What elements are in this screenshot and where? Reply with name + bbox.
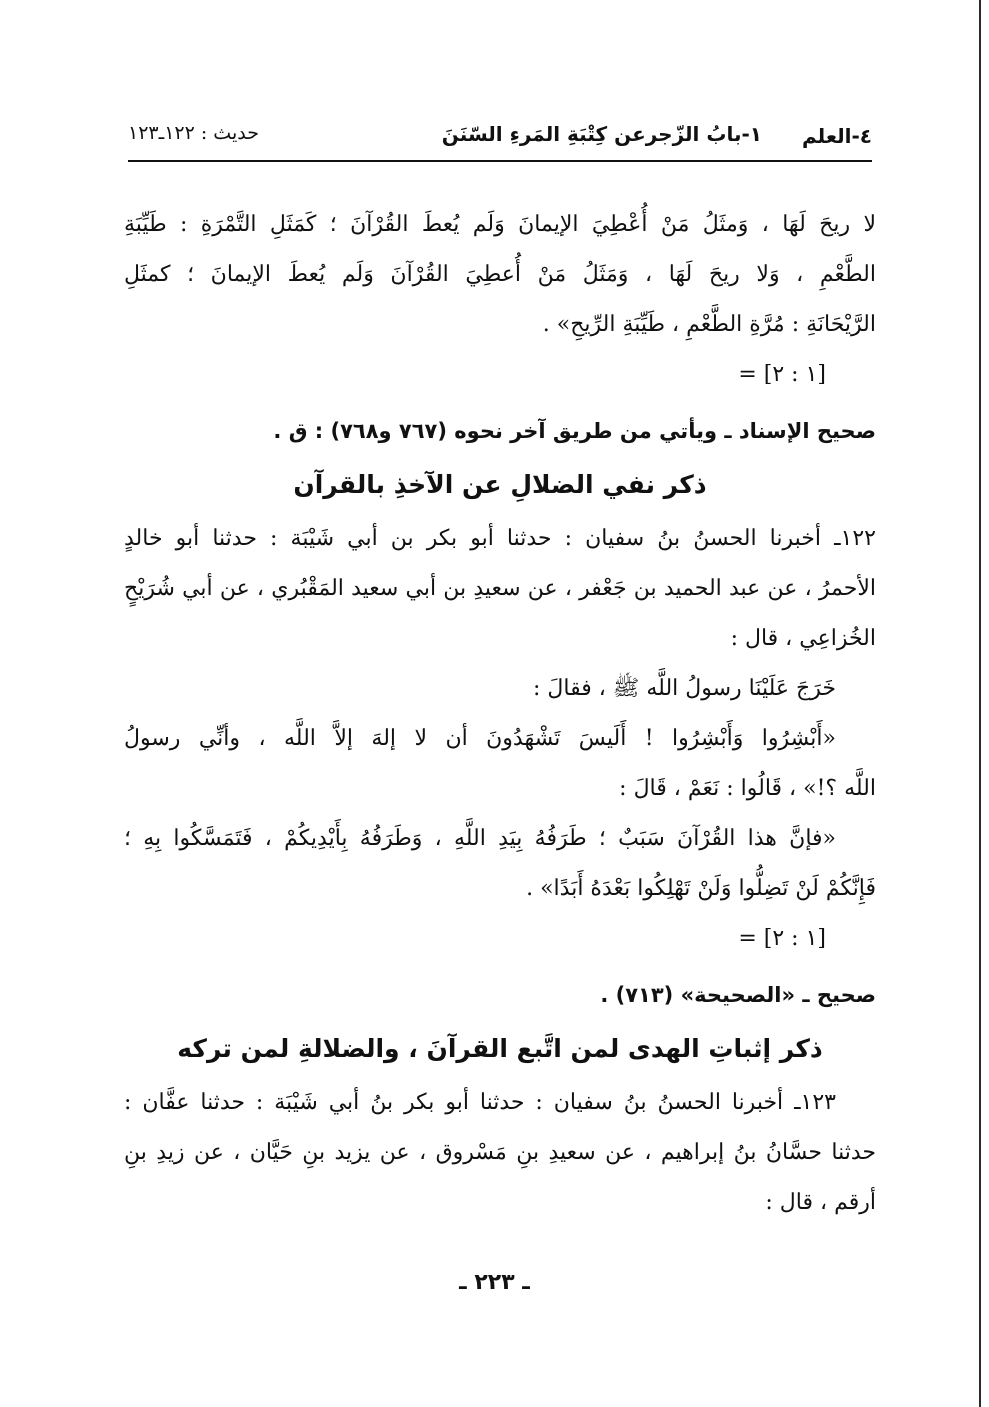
hadith-line: «فإنَّ هذا القُرْآنَ سَبَبٌ ؛ طَرَفُهُ بِيَدِ اللَّهِ ، وَطَرَفُهُ بِأَيْدِيكُمْ ، فَتَمَسَّكُوا بِهِ ؛: [124, 826, 836, 851]
text-line: الرَّيْحَانَةِ : مُرَّةِ الطَّعْمِ ، طَيِّبَةِ الرِّيحِ» .: [542, 312, 876, 337]
hadith-line: ١٢٢ـ أخبرنا الحسنُ بنُ سفيان : حدثنا أبو بكر بن أبي شَيْبَة : حدثنا أبو خالدٍ: [124, 526, 876, 551]
hadith-line: خَرَجَ عَلَيْنَا رسولُ اللَّه ﷺ ، فقالَ :: [532, 676, 836, 701]
section-heading: ذكر إثباتِ الهدى لمن اتَّبع القرآنَ ، والضلالةِ لمن تركه: [177, 1034, 823, 1063]
bab-title: ١-بابُ الزّجرعن كِتْبَةِ المَرءِ السّنَنَ: [441, 122, 762, 146]
hadith-line: فَإِنَّكُمْ لَنْ تَضِلُّوا وَلَنْ تَهْلِكُوا بَعْدَهُ أَبَدًا» .: [526, 876, 876, 901]
grading-note: صحيح ـ «الصحيحة» (٧١٣) .: [600, 983, 876, 1007]
running-header: [128, 118, 872, 158]
cross-reference: = [١ : ٢]: [738, 362, 826, 387]
chapter-title: ٤-العلم: [801, 124, 872, 148]
text-line: الطَّعْمِ ، وَلا ريحَ لَهَا ، وَمَثَلُ مَنْ أُعطِيَ القُرْآنَ وَلَم يُعطَ الإيمانَ ؛ كمثَلِ: [124, 262, 876, 287]
hadith-line: ١٢٣ـ أخبرنا الحسنُ بنُ سفيان : حدثنا أبو بكر بنُ أبي شَيْبَة : حدثنا عفَّان :: [124, 1090, 836, 1115]
hadith-range: حديث : ١٢٢ـ١٢٣: [128, 122, 259, 144]
section-heading: ذكر نفي الضلالِ عن الآخذِ بالقرآن: [293, 470, 707, 499]
hadith-line: الخُزاعِي ، قال :: [730, 626, 876, 651]
page-edge-shadow: [979, 0, 981, 1407]
hadith-line: أرقم ، قال :: [765, 1190, 876, 1215]
hadith-line: «أَبْشِرُوا وَأَبْشِرُوا ! أَلَيسَ تَشْهَدُونَ أن لا إلهَ إلاَّ اللَّه ، وأنِّي رسولُ: [124, 726, 836, 751]
hadith-line: اللَّه ؟!» ، قَالُوا : نَعَمْ ، قَالَ :: [619, 776, 876, 801]
main-text: [124, 200, 876, 1228]
cross-reference: = [١ : ٢]: [738, 926, 826, 951]
page-number: ـ ٢٢٣ ـ: [459, 1270, 530, 1295]
grading-note: صحيح الإسناد ـ ويأتي من طريق آخر نحوه (٧٦٧ و٧٦٨) : ق .: [273, 419, 876, 443]
hadith-line: حدثنا حسَّانُ بنُ إبراهيم ، عن سعيدِ بنِ مَسْروق ، عن يزيد بنِ حَيَّان ، عن زيدِ بنِ: [124, 1140, 876, 1165]
header-rule: [128, 160, 872, 162]
hadith-line: الأحمرُ ، عن عبد الحميد بن جَعْفر ، عن سعيدِ بن أبي سعيد المَقْبُري ، عن أبي شُرَيْحٍ: [124, 576, 876, 601]
text-line: لا ريحَ لَهَا ، وَمثَلُ مَنْ أُعْطِيَ الإيمانَ وَلَم يُعطَ القُرْآنَ ؛ كَمَثَلِ التَّمْرَةِ : طَيِّبَةِ: [124, 212, 876, 237]
